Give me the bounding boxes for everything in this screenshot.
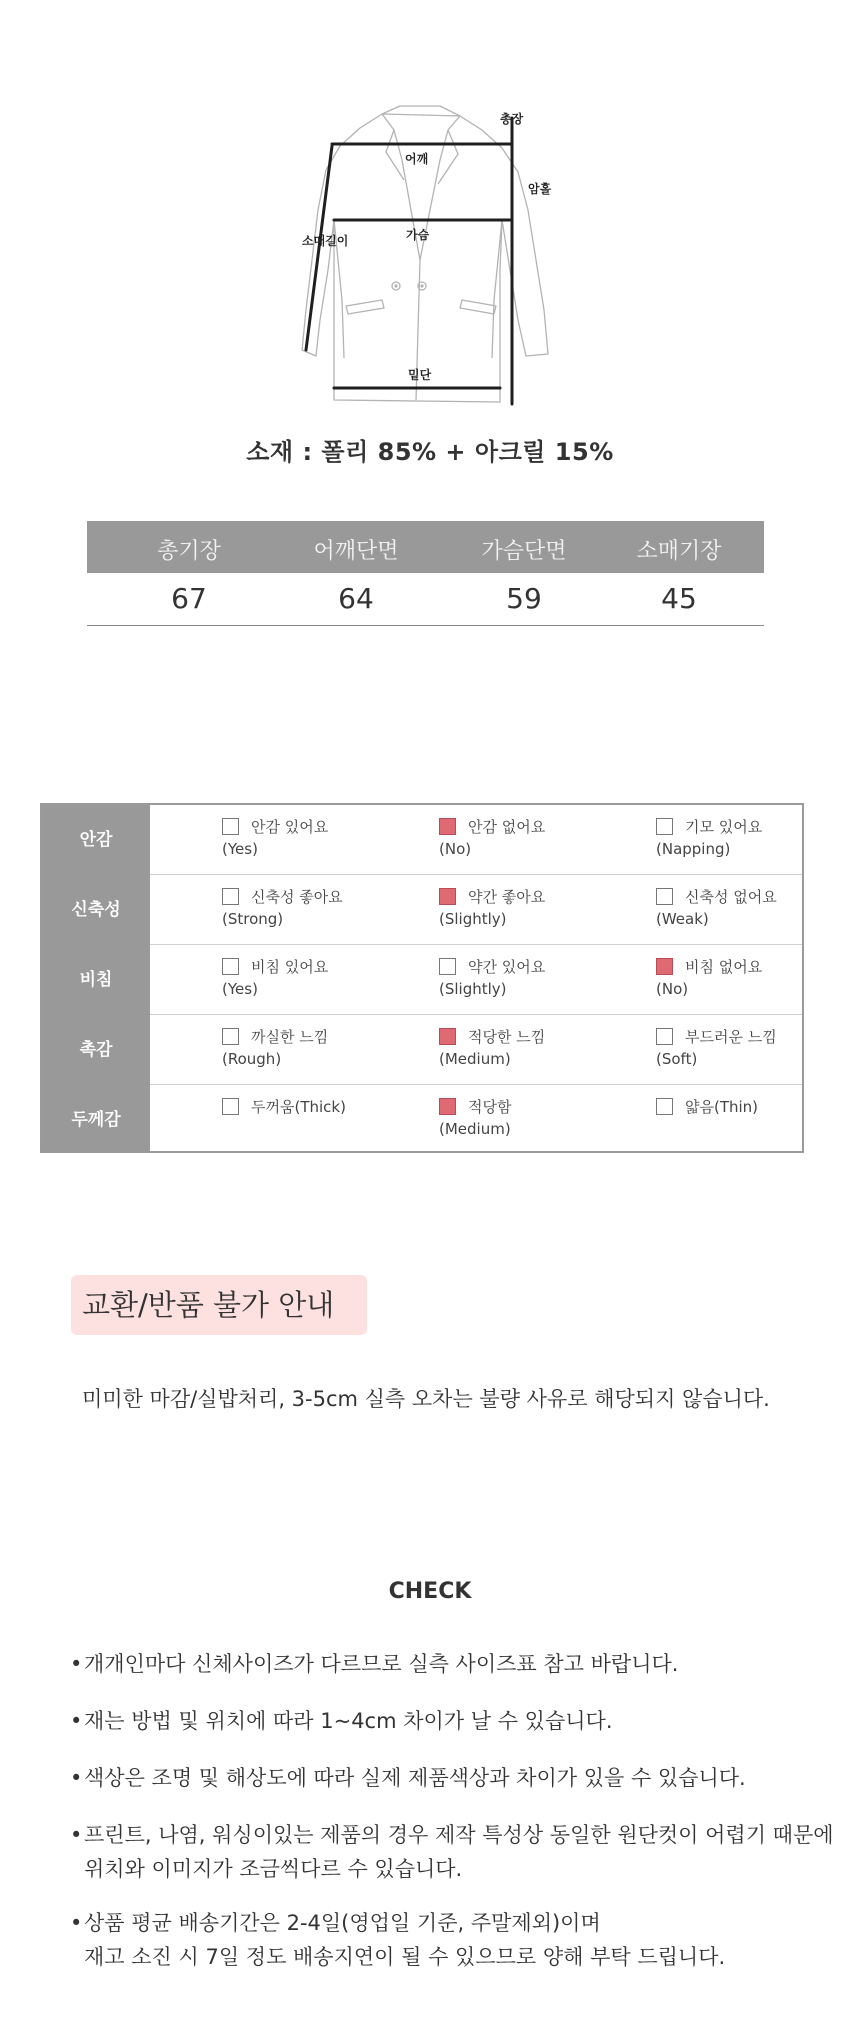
unchecked-box-icon	[222, 1098, 239, 1115]
feature-option-sublabel: (Yes)	[222, 840, 258, 858]
feature-option-sublabel: (No)	[439, 840, 472, 858]
feature-option-sublabel: (Napping)	[656, 840, 731, 858]
notice-text: 미미한 마감/실밥처리, 3-5cm 실측 오차는 불량 사유로 해당되지 않습니다.	[82, 1387, 770, 1411]
check-item-text: 재는 방법 및 위치에 따라 1~4cm 차이가 날 수 있습니다.	[84, 1709, 613, 1733]
feature-option-label: 신축성 좋아요	[251, 888, 343, 906]
feature-option	[656, 1026, 777, 1070]
feature-option-label: 두꺼움(Thick)	[251, 1098, 346, 1116]
feature-option-label: 기모 있어요	[685, 818, 763, 836]
feature-option	[439, 886, 545, 930]
row-divider	[150, 1014, 802, 1015]
feature-option-sublabel: (Medium)	[439, 1050, 511, 1068]
bullet-icon: •	[70, 1709, 83, 1733]
row-divider	[150, 1084, 802, 1085]
size-header-shoulder: 어깨단면	[313, 539, 399, 564]
feature-row-label: 두께감	[71, 1110, 121, 1130]
chest-label: 가슴	[406, 228, 430, 242]
check-item-text: 위치와 이미지가 조금씩다르 수 있습니다.	[84, 1857, 463, 1881]
feature-option-label: 약간 있어요	[468, 958, 546, 976]
checked-box-icon	[439, 1028, 456, 1045]
feature-option	[439, 816, 545, 860]
checked-box-icon	[439, 818, 456, 835]
check-item-text: 프린트, 나염, 워싱이있는 제품의 경우 제작 특성상 동일한 원단컷이 어렵기 때문에	[84, 1823, 834, 1847]
feature-label-column	[42, 805, 150, 1151]
unchecked-box-icon	[222, 958, 239, 975]
feature-option-label: 비침 없어요	[685, 958, 763, 976]
check-item-text: 상품 평균 배송기간은 2-4일(영업일 기준, 주말제외)이며	[84, 1911, 601, 1935]
check-title: CHECK	[388, 1579, 472, 1604]
feature-row-label: 비침	[79, 970, 113, 990]
row-divider	[150, 944, 802, 945]
feature-option	[222, 816, 328, 860]
feature-option-label: 비침 있어요	[251, 958, 329, 976]
shoulder-label: 어깨	[405, 152, 429, 166]
size-value-total-length: 67	[171, 582, 207, 615]
bullet-icon: •	[70, 1823, 83, 1847]
feature-option-label: 신축성 없어요	[685, 888, 777, 906]
jacket-illustration	[290, 100, 620, 410]
feature-option	[656, 816, 762, 860]
feature-option-sublabel: (No)	[656, 980, 689, 998]
feature-option-label: 적당함	[468, 1098, 512, 1116]
notice-title: 교환/반품 불가 안내	[82, 1288, 335, 1322]
feature-option	[656, 956, 762, 1000]
feature-option-sublabel: (Strong)	[222, 910, 284, 928]
check-item	[70, 1704, 613, 1738]
size-header-sleeve: 소매기장	[636, 539, 722, 564]
total-length-label: 총장	[500, 112, 524, 126]
feature-option	[656, 1096, 758, 1118]
size-header-total-length: 총기장	[157, 539, 221, 564]
size-value-sleeve: 45	[661, 582, 697, 615]
bullet-icon: •	[70, 1766, 83, 1790]
check-item	[70, 1906, 725, 1974]
size-value-shoulder: 64	[338, 582, 374, 615]
feature-option	[439, 1096, 511, 1140]
unchecked-box-icon	[656, 818, 673, 835]
armhole-label: 암홀	[528, 182, 552, 196]
row-divider	[150, 874, 802, 875]
feature-option	[439, 1026, 545, 1070]
check-item	[70, 1818, 834, 1886]
check-item	[70, 1647, 678, 1681]
unchecked-box-icon	[656, 1098, 673, 1115]
feature-option-label: 까실한 느낌	[251, 1028, 329, 1046]
feature-option-label: 안감 없어요	[468, 818, 546, 836]
checked-box-icon	[439, 1098, 456, 1115]
unchecked-box-icon	[222, 888, 239, 905]
feature-option	[222, 1096, 346, 1118]
feature-option	[439, 956, 545, 1000]
feature-option-sublabel: (Medium)	[439, 1120, 511, 1138]
unchecked-box-icon	[222, 1028, 239, 1045]
feature-row-label: 신축성	[71, 900, 121, 920]
unchecked-box-icon	[656, 888, 673, 905]
check-item-text: 색상은 조명 및 해상도에 따라 실제 제품색상과 차이가 있을 수 있습니다.	[84, 1766, 746, 1790]
unchecked-box-icon	[222, 818, 239, 835]
check-item-text: 개개인마다 신체사이즈가 다르므로 실측 사이즈표 참고 바랍니다.	[84, 1652, 679, 1676]
checked-box-icon	[656, 958, 673, 975]
feature-option-sublabel: (Slightly)	[439, 980, 507, 998]
sleeve-length-label: 소매길이	[302, 234, 349, 248]
feature-option-sublabel: (Slightly)	[439, 910, 507, 928]
feature-option-sublabel: (Yes)	[222, 980, 258, 998]
feature-option-sublabel: (Soft)	[656, 1050, 698, 1068]
check-item	[70, 1761, 746, 1795]
unchecked-box-icon	[439, 958, 456, 975]
feature-option-label: 안감 있어요	[251, 818, 329, 836]
feature-option-label: 적당한 느낌	[468, 1028, 546, 1046]
bullet-icon: •	[70, 1911, 83, 1935]
feature-option-sublabel: (Weak)	[656, 910, 709, 928]
feature-option-label: 약간 좋아요	[468, 888, 546, 906]
checked-box-icon	[439, 888, 456, 905]
material-info: 소재 : 폴리 85% + 아크릴 15%	[246, 438, 614, 466]
unchecked-box-icon	[656, 1028, 673, 1045]
bullet-icon: •	[70, 1652, 83, 1676]
fabric-feature-table	[40, 803, 804, 1153]
check-item-text: 재고 소진 시 7일 정도 배송지연이 될 수 있으므로 양해 부탁 드립니다.	[84, 1945, 726, 1969]
feature-option-label: 부드러운 느낌	[685, 1028, 777, 1046]
size-value-chest: 59	[506, 582, 542, 615]
feature-option-sublabel: (Rough)	[222, 1050, 282, 1068]
feature-row-label: 안감	[79, 830, 113, 850]
feature-row-label: 촉감	[79, 1040, 113, 1060]
jacket-size-diagram	[290, 100, 620, 410]
feature-option	[222, 956, 328, 1000]
feature-option	[222, 886, 343, 930]
size-header-chest: 가슴단면	[481, 539, 567, 564]
feature-option	[222, 1026, 328, 1070]
hem-label: 밑단	[408, 368, 432, 382]
feature-option-label: 얇음(Thin)	[685, 1098, 759, 1116]
feature-option	[656, 886, 777, 930]
size-table	[87, 521, 764, 626]
